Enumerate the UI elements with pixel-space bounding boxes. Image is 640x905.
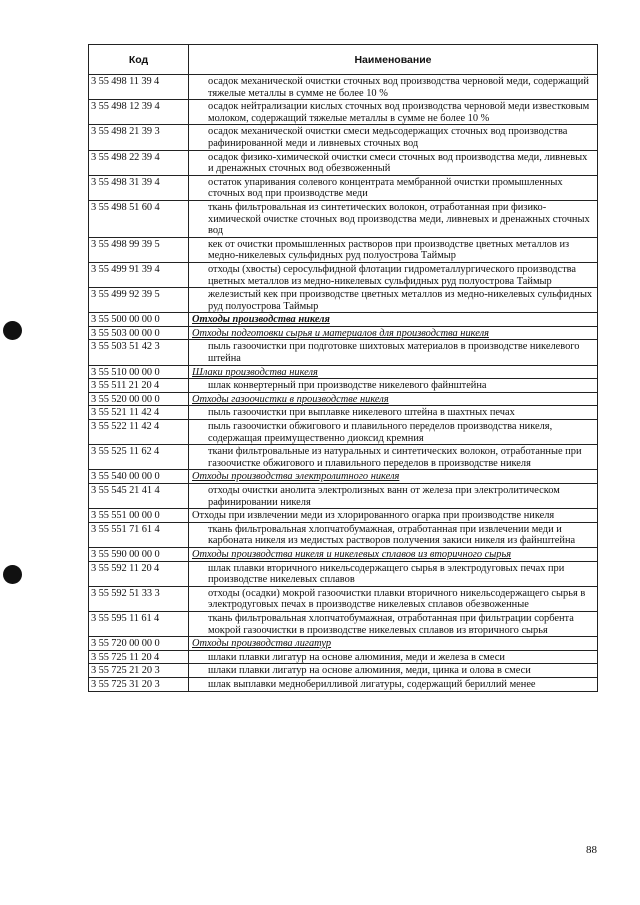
table-row: [89, 522, 598, 547]
table-row: [89, 509, 598, 523]
waste-code-cell: 3 55 498 11 39 4: [89, 75, 189, 100]
table-row: [89, 365, 598, 379]
name-column-header: Наименование: [189, 45, 598, 75]
waste-name-cell: отходы (хвосты) серосульфидной флотации гидрометаллургического производства цветных металлов из медно-никелевых сульфидных руд полуострова Таймыр: [189, 262, 598, 287]
waste-name-cell: ткани фильтровальные из натуральных и синтетических волокон, отработанные при газоочистке обжигового и плавильного переделов в производстве никеля: [189, 445, 598, 470]
waste-code-cell: 3 55 592 11 20 4: [89, 561, 189, 586]
table-row: [89, 677, 598, 691]
waste-name-cell: отходы (осадки) мокрой газоочистки плавки вторичного никельсодержащего сырья в электродуговых печах в производстве никелевых сплавов обезвоженные: [189, 586, 598, 611]
waste-code-cell: 3 55 720 00 00 0: [89, 637, 189, 651]
waste-code-cell: 3 55 522 11 42 4: [89, 420, 189, 445]
table-row: [89, 650, 598, 664]
waste-code-cell: 3 55 498 51 60 4: [89, 200, 189, 237]
table-row: [89, 125, 598, 150]
code-column-header: Код: [89, 45, 189, 75]
waste-code-cell: 3 55 595 11 61 4: [89, 611, 189, 636]
table-row: [89, 75, 598, 100]
table-row: [89, 237, 598, 262]
table-row: [89, 484, 598, 509]
group-heading-cell: Шлаки производства никеля: [189, 365, 598, 379]
table-row: [89, 326, 598, 340]
waste-name-cell: осадок механической очистки смеси медьсодержащих сточных вод производства рафинированной меди и ливневых сточных вод: [189, 125, 598, 150]
waste-name-cell: шлак выплавки медноберилливой лигатуры, содержащий бериллий менее: [189, 677, 598, 691]
waste-code-cell: 3 55 590 00 00 0: [89, 547, 189, 561]
table-row: [89, 445, 598, 470]
waste-name-cell: ткань фильтровальная из синтетических волокон, отработанная при физико-химической очистке сточных вод производства меди, ливневых и дренажных сточных вод: [189, 200, 598, 237]
table-row: [89, 150, 598, 175]
waste-name-cell: пыль газоочистки обжигового и плавильного переделов производства никеля, содержащая преимущественно диоксид кремния: [189, 420, 598, 445]
waste-name-cell: железистый кек при производстве цветных металлов из медно-никелевых сульфидных руд полуострова Таймыр: [189, 288, 598, 313]
waste-code-cell: 3 55 592 51 33 3: [89, 586, 189, 611]
waste-name-cell: ткань фильтровальная хлопчатобумажная, отработанная при фильтрации сорбента мокрой газоочистки в производстве никелевых сплавов из вторичного сырья: [189, 611, 598, 636]
waste-name-cell: ткань фильтровальная хлопчатобумажная, отработанная при извлечении меди и карбоната никеля из медистых растворов получения закиси никеля из файнштейна: [189, 522, 598, 547]
group-heading-cell: Отходы производства никеля: [189, 313, 598, 327]
waste-name-cell: осадок физико-химической очистки смеси сточных вод производства меди, ливневых и дренажных сточных вод обезвоженный: [189, 150, 598, 175]
waste-classification-table: [88, 44, 598, 692]
waste-code-cell: 3 55 511 21 20 4: [89, 379, 189, 393]
table-row: [89, 664, 598, 678]
table-row: [89, 561, 598, 586]
waste-code-cell: 3 55 499 91 39 4: [89, 262, 189, 287]
waste-code-cell: 3 55 725 31 20 3: [89, 677, 189, 691]
waste-name-cell: остаток упаривания солевого концентрата мембранной очистки промышленных сточных вод при производстве меди: [189, 175, 598, 200]
table-row: [89, 288, 598, 313]
waste-code-cell: 3 55 498 12 39 4: [89, 100, 189, 125]
table-row: [89, 637, 598, 651]
table-row: [89, 200, 598, 237]
waste-code-cell: 3 55 498 31 39 4: [89, 175, 189, 200]
waste-code-cell: 3 55 510 00 00 0: [89, 365, 189, 379]
waste-code-cell: 3 55 545 21 41 4: [89, 484, 189, 509]
waste-name-cell: отходы очистки анолита электролизных ванн от железа при электролитическом рафинировании никеля: [189, 484, 598, 509]
waste-name-cell: Отходы при извлечении меди из хлорированного огарка при производстве никеля: [189, 509, 598, 523]
table-row: [89, 340, 598, 365]
table-row: [89, 379, 598, 393]
waste-code-cell: 3 55 500 00 00 0: [89, 313, 189, 327]
waste-name-cell: осадок нейтрализации кислых сточных вод производства черновой меди известковым молоком, содержащий тяжелые металлы в сумме не более 10 %: [189, 100, 598, 125]
waste-code-cell: 3 55 540 00 00 0: [89, 470, 189, 484]
waste-name-cell: шлак конвертерный при производстве никелевого файнштейна: [189, 379, 598, 393]
table-row: [89, 175, 598, 200]
waste-name-cell: осадок механической очистки сточных вод производства черновой меди, содержащий тяжелые металлы в сумме не более 10 %: [189, 75, 598, 100]
waste-name-cell: кек от очистки промышленных растворов при производстве цветных металлов из медно-никелевых сульфидных руд полуострова Таймыр: [189, 237, 598, 262]
waste-code-cell: 3 55 498 22 39 4: [89, 150, 189, 175]
table-row: [89, 611, 598, 636]
table-row: [89, 420, 598, 445]
waste-code-cell: 3 55 525 11 62 4: [89, 445, 189, 470]
page-number: 88: [586, 844, 597, 856]
table-row: [89, 262, 598, 287]
group-heading-cell: Отходы производства лигатур: [189, 637, 598, 651]
binder-hole-bottom: [3, 565, 22, 584]
waste-code-cell: 3 55 725 21 20 3: [89, 664, 189, 678]
waste-code-cell: 3 55 498 21 39 3: [89, 125, 189, 150]
waste-name-cell: шлаки плавки лигатур на основе алюминия, меди и железа в смеси: [189, 650, 598, 664]
table-header-row: [89, 45, 598, 75]
table-row: [89, 100, 598, 125]
waste-code-cell: 3 55 521 11 42 4: [89, 406, 189, 420]
waste-name-cell: шлак плавки вторичного никельсодержащего сырья в электродуговых печах при производстве никелевых сплавов: [189, 561, 598, 586]
group-heading-cell: Отходы подготовки сырья и материалов для производства никеля: [189, 326, 598, 340]
group-heading-cell: Отходы производства электролитного никеля: [189, 470, 598, 484]
waste-code-cell: 3 55 498 99 39 5: [89, 237, 189, 262]
waste-name-cell: пыль газоочистки при выплавке никелевого штейна в шахтных печах: [189, 406, 598, 420]
group-heading-cell: Отходы газоочистки в производстве никеля: [189, 392, 598, 406]
table-row: [89, 470, 598, 484]
waste-name-cell: пыль газоочистки при подготовке шихтовых материалов в производстве никелевого штейна: [189, 340, 598, 365]
table-row: [89, 547, 598, 561]
table-row: [89, 406, 598, 420]
table-row: [89, 392, 598, 406]
waste-code-cell: 3 55 520 00 00 0: [89, 392, 189, 406]
table-row: [89, 586, 598, 611]
waste-code-cell: 3 55 499 92 39 5: [89, 288, 189, 313]
table-row: [89, 313, 598, 327]
group-heading-cell: Отходы производства никеля и никелевых сплавов из вторичного сырья: [189, 547, 598, 561]
waste-code-cell: 3 55 725 11 20 4: [89, 650, 189, 664]
binder-hole-top: [3, 321, 22, 340]
waste-code-cell: 3 55 551 00 00 0: [89, 509, 189, 523]
waste-code-cell: 3 55 503 00 00 0: [89, 326, 189, 340]
waste-name-cell: шлаки плавки лигатур на основе алюминия, меди, цинка и олова в смеси: [189, 664, 598, 678]
waste-code-cell: 3 55 551 71 61 4: [89, 522, 189, 547]
waste-code-cell: 3 55 503 51 42 3: [89, 340, 189, 365]
